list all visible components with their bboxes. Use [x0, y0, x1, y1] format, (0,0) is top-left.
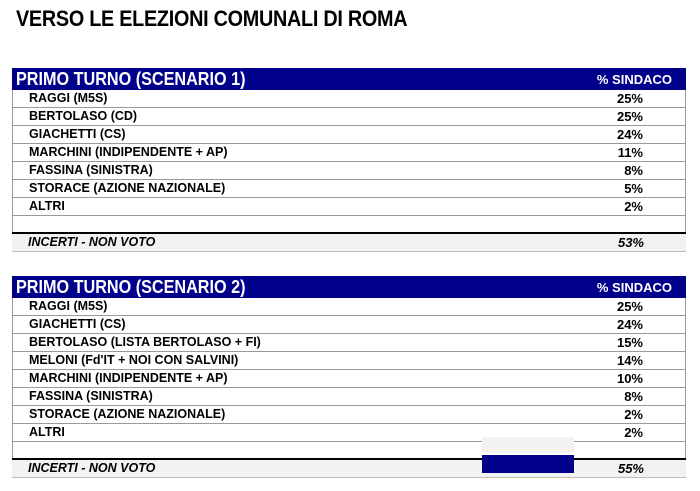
candidate-value: 24% [616, 317, 643, 332]
table-row [13, 334, 685, 352]
candidate-name: GIACHETTI (CS) [29, 127, 126, 141]
table-row [13, 424, 685, 442]
table-row [13, 388, 685, 406]
candidate-name: STORACE (AZIONE NAZIONALE) [29, 407, 226, 421]
candidate-name: ALTRI [29, 199, 65, 213]
table-row [13, 370, 685, 388]
candidate-name: FASSINA (SINISTRA) [29, 163, 153, 177]
candidate-value: 14% [616, 353, 643, 368]
scenario-2-heading: PRIMO TURNO (SCENARIO 2) [16, 277, 246, 297]
table-row [13, 352, 685, 370]
scenario-1-header [12, 68, 686, 90]
candidate-name: MELONI (Fd'IT + NOI CON SALVINI) [29, 353, 239, 367]
page-title: VERSO LE ELEZIONI COMUNALI DI ROMA [16, 6, 408, 31]
scenario-1-heading: PRIMO TURNO (SCENARIO 1) [16, 69, 246, 89]
candidate-value: 8% [624, 389, 643, 404]
table-row [13, 90, 685, 108]
candidate-name: GIACHETTI (CS) [29, 317, 126, 331]
scenario-2-table [12, 276, 686, 478]
candidate-value: 24% [616, 127, 643, 142]
scenario-1-column-label: % SINDACO [596, 72, 672, 87]
undecided-row [12, 232, 686, 252]
candidate-value: 2% [624, 407, 643, 422]
table-row [13, 162, 685, 180]
candidate-name: MARCHINI (INDIPENDENTE + AP) [29, 371, 228, 385]
table-row [13, 180, 685, 198]
candidate-value: 8% [624, 163, 643, 178]
scenario-2-header [12, 276, 686, 298]
candidate-value: 25% [616, 91, 643, 106]
candidate-name: RAGGI (M5S) [29, 299, 108, 313]
row-spacer [12, 216, 686, 232]
candidate-value: 2% [624, 199, 643, 214]
candidate-name: FASSINA (SINISTRA) [29, 389, 153, 403]
table-row [13, 198, 685, 216]
undecided-value: 53% [617, 235, 644, 250]
scenario-2-column-label: % SINDACO [596, 280, 672, 295]
row-spacer [12, 442, 686, 458]
scenario-1-table [12, 68, 686, 252]
table-row [13, 126, 685, 144]
table-row [13, 144, 685, 162]
candidate-name: BERTOLASO (LISTA BERTOLASO + FI) [29, 335, 261, 349]
undecided-value: 55% [617, 461, 644, 476]
table-row [13, 108, 685, 126]
candidate-name: STORACE (AZIONE NAZIONALE) [29, 181, 226, 195]
candidate-value: 10% [616, 371, 643, 386]
candidate-value: 15% [616, 335, 643, 350]
scenario-1-rows [12, 90, 686, 216]
grey-cell-block [482, 437, 574, 453]
candidate-value: 5% [624, 181, 643, 196]
candidate-value: 11% [617, 145, 643, 160]
candidate-value: 25% [616, 109, 643, 124]
candidate-name: RAGGI (M5S) [29, 91, 108, 105]
blue-cell-block [482, 455, 574, 473]
candidate-value: 25% [616, 299, 643, 314]
candidate-name: MARCHINI (INDIPENDENTE + AP) [29, 145, 228, 159]
candidate-name: ALTRI [29, 425, 65, 439]
scenario-2-rows [12, 298, 686, 442]
table-row [13, 316, 685, 334]
undecided-label: INCERTI - NON VOTO [28, 235, 156, 249]
undecided-label: INCERTI - NON VOTO [28, 461, 156, 475]
candidate-value: 2% [624, 425, 643, 440]
candidate-name: BERTOLASO (CD) [29, 109, 138, 123]
table-row [13, 406, 685, 424]
table-row [13, 298, 685, 316]
undecided-row [12, 458, 686, 478]
